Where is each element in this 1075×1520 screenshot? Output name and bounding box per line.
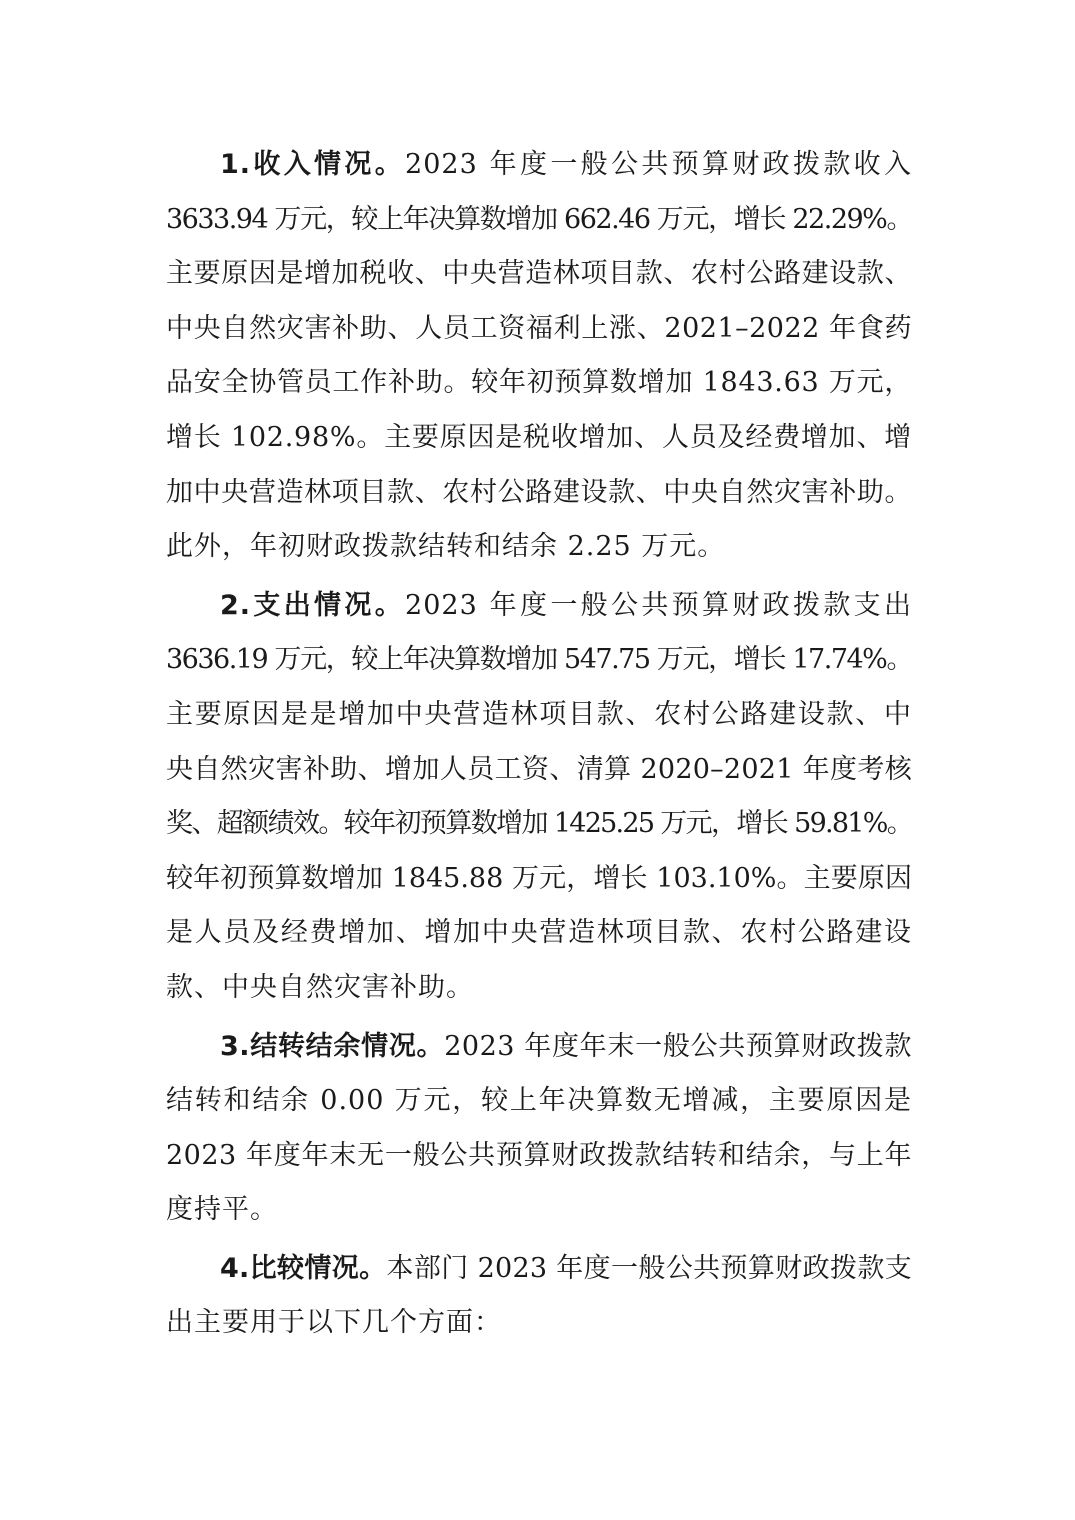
- paragraph-line: 1.收入情况。2023 年度一般公共预算财政拨款收入: [220, 149, 913, 180]
- paragraph-line: 是人员及经费增加、增加中央营造林项目款、农村公路建设: [166, 917, 912, 949]
- paragraph-line: 主要原因是是增加中央营造林项目款、农村公路建设款、中: [166, 698, 912, 730]
- paragraph-expenditure: [166, 579, 912, 1016]
- paragraph-line: 3633.94 万元，较上年决算数增加 662.46 万元，增长 22.29%。: [166, 203, 912, 235]
- paragraph-line: 款、中央自然灾害补助。: [166, 971, 474, 1003]
- section-heading-comparison: 4.比较情况。: [220, 1252, 387, 1284]
- paragraph-line: 较年初预算数增加 1845.88 万元，增长 103.10%。主要原因: [166, 862, 912, 894]
- paragraph-line: 2.支出情况。2023 年度一般公共预算财政拨款支出: [220, 589, 913, 621]
- paragraph-carryover: [166, 1020, 912, 1238]
- section-heading-income: 1.收入情况。: [220, 149, 406, 180]
- paragraph-line: 奖、超额绩效。较年初预算数增加 1425.25 万元，增长 59.81%。: [166, 808, 912, 840]
- paragraph-line: 2023 年度年末无一般公共预算财政拨款结转和结余，与上年: [166, 1139, 912, 1171]
- paragraph-line: 央自然灾害补助、增加人员工资、清算 2020–2021 年度考核: [166, 753, 912, 785]
- paragraph-line: 中央自然灾害补助、人员工资福利上涨、2021–2022 年食药: [166, 312, 912, 344]
- paragraph-line: 增长 102.98%。主要原因是税收增加、人员及经费增加、增: [166, 421, 912, 453]
- paragraph-line: 此外，年初财政拨款结转和结余 2.25 万元。: [166, 531, 726, 563]
- section-heading-carryover: 3.结转结余情况。: [220, 1030, 445, 1062]
- paragraph-line: 结转和结余 0.00 万元，较上年决算数无增减，主要原因是: [166, 1085, 912, 1117]
- paragraph-line: 品安全协管员工作补助。较年初预算数增加 1843.63 万元，: [166, 367, 913, 399]
- paragraph-line: 4.比较情况。本部门 2023 年度一般公共预算财政拨款支: [220, 1252, 912, 1284]
- paragraph-income: [166, 138, 912, 575]
- section-heading-expenditure: 2.支出情况。: [220, 589, 406, 621]
- paragraph-line: 加中央营造林项目款、农村公路建设款、中央自然灾害补助。: [166, 476, 912, 508]
- paragraph-line: 度持平。: [166, 1194, 278, 1226]
- paragraph-line: 3.结转结余情况。2023 年度年末一般公共预算财政拨款: [220, 1030, 913, 1062]
- paragraph-comparison: [166, 1242, 912, 1351]
- paragraph-line: 出主要用于以下几个方面：: [166, 1307, 502, 1339]
- paragraph-line: 主要原因是增加税收、中央营造林项目款、农村公路建设款、: [166, 258, 912, 290]
- paragraph-line: 3636.19 万元，较上年决算数增加 547.75 万元，增长 17.74%。: [166, 644, 912, 676]
- document-body: [166, 138, 912, 1351]
